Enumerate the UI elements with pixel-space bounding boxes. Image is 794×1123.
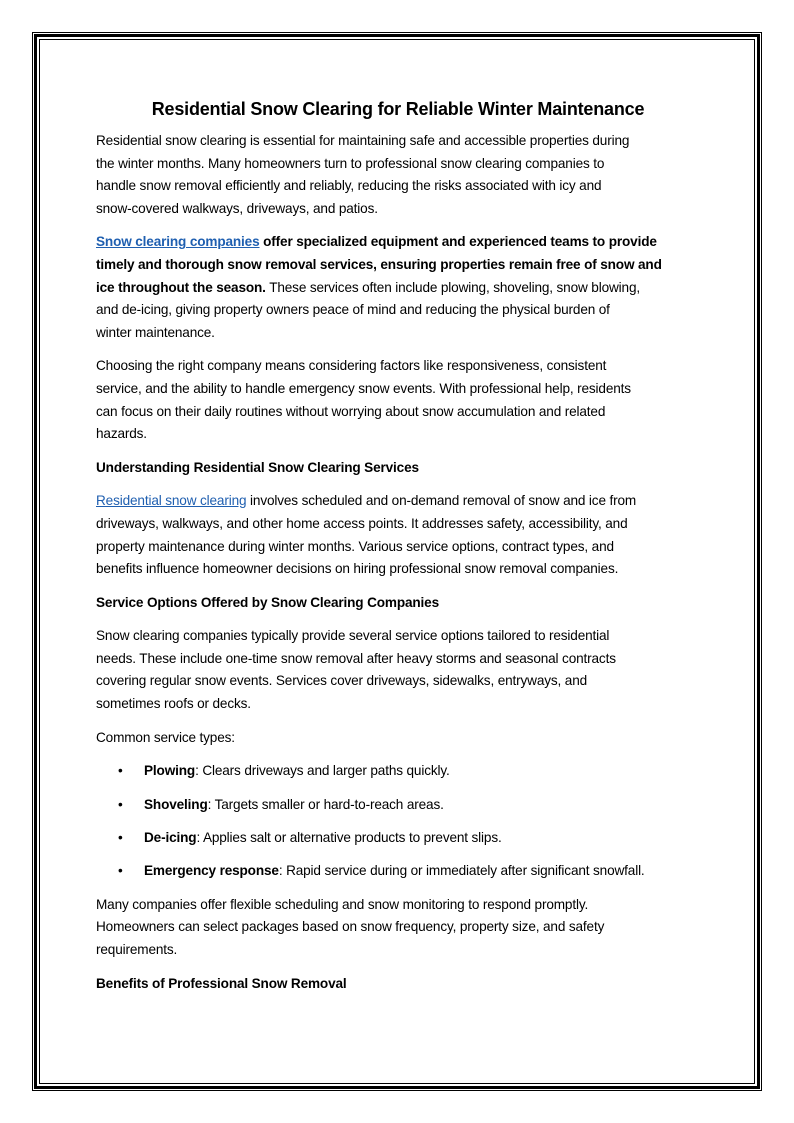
text-line: driveways, walkways, and other home access points. It addresses safety, accessibility, and bbox=[96, 515, 628, 531]
text-line: snow-covered walkways, driveways, and patios. bbox=[96, 200, 378, 216]
bold-text: offer specialized equipment and experienced teams to provide bbox=[259, 234, 657, 250]
section-heading-understanding bbox=[96, 457, 700, 480]
heading-text: Service Options Offered by Snow Clearing Companies bbox=[96, 594, 439, 610]
scheduling-paragraph bbox=[96, 894, 700, 962]
text-line bbox=[96, 231, 700, 254]
text-line: sometimes roofs or decks. bbox=[96, 696, 251, 712]
text-line: winter maintenance. bbox=[96, 324, 215, 340]
text-line: property maintenance during winter months. Various service options, contract types, and bbox=[96, 538, 614, 554]
list-item-term: Plowing bbox=[144, 763, 196, 779]
companies-paragraph bbox=[96, 231, 700, 344]
text-line: Many companies offer flexible scheduling and snow monitoring to respond promptly. bbox=[96, 896, 589, 912]
document-title: Residential Snow Clearing for Reliable Winter Maintenance bbox=[151, 99, 645, 119]
text-line: and de-icing, giving property owners peace of mind and reducing the physical burden of bbox=[96, 302, 610, 318]
section-heading-benefits bbox=[96, 973, 700, 996]
list-item-desc: : Clears driveways and larger paths quickly. bbox=[195, 763, 450, 779]
list-item-term: De-icing bbox=[144, 830, 197, 846]
list-intro bbox=[96, 727, 700, 750]
list-item bbox=[96, 760, 700, 783]
text-line: handle snow removal efficiently and reliably, reducing the risks associated with icy and bbox=[96, 178, 602, 194]
text-line bbox=[96, 490, 700, 513]
text-line: can focus on their daily routines without worrying about snow accumulation and related bbox=[96, 403, 606, 419]
text-line: Homeowners can select packages based on snow frequency, property size, and safety bbox=[96, 919, 605, 935]
choosing-paragraph bbox=[96, 355, 700, 445]
service-options-paragraph bbox=[96, 625, 700, 715]
text-line: Choosing the right company means considering factors like responsiveness, consistent bbox=[96, 358, 607, 374]
text-line bbox=[96, 277, 700, 300]
document-body bbox=[96, 96, 700, 1006]
list-item-desc: : Rapid service during or immediately after significant snowfall. bbox=[278, 863, 645, 879]
bullet-icon: • bbox=[118, 796, 123, 812]
list-item bbox=[96, 860, 700, 883]
text-line: hazards. bbox=[96, 426, 147, 442]
text-line: service, and the ability to handle emergency snow events. With professional help, residents bbox=[96, 380, 631, 396]
bullet-icon: • bbox=[118, 763, 123, 779]
residential-paragraph bbox=[96, 490, 700, 580]
list-item bbox=[96, 827, 700, 850]
heading-text: Benefits of Professional Snow Removal bbox=[96, 975, 347, 991]
text-line: covering regular snow events. Services cover driveways, sidewalks, entryways, and bbox=[96, 673, 588, 689]
text-line: Common service types: bbox=[96, 729, 235, 745]
bullet-icon: • bbox=[118, 863, 123, 879]
service-types-list bbox=[96, 760, 700, 883]
bullet-icon: • bbox=[118, 830, 123, 846]
normal-text: involves scheduled and on-demand removal of snow and ice from bbox=[246, 493, 637, 509]
text-line: timely and thorough snow removal services, ensuring properties remain free of snow and bbox=[96, 256, 662, 272]
intro-paragraph bbox=[96, 130, 700, 220]
list-item-term: Shoveling bbox=[144, 796, 208, 812]
section-heading-service-options bbox=[96, 592, 700, 615]
text-line: requirements. bbox=[96, 942, 178, 957]
text-line: needs. These include one-time snow removal after heavy storms and seasonal contracts bbox=[96, 650, 616, 666]
normal-text: These services often include plowing, shoveling, snow blowing, bbox=[265, 279, 640, 295]
text-line: Residential snow clearing is essential for maintaining safe and accessible properties during bbox=[96, 133, 630, 148]
residential-snow-clearing-link[interactable]: Residential snow clearing bbox=[96, 493, 247, 509]
text-line: benefits influence homeowner decisions on hiring professional snow removal companies. bbox=[96, 561, 619, 577]
bold-text: ice throughout the season. bbox=[96, 279, 266, 295]
list-item-desc: : Applies salt or alternative products to prevent slips. bbox=[196, 830, 502, 846]
list-item-term: Emergency response bbox=[144, 863, 279, 879]
text-line: the winter months. Many homeowners turn to professional snow clearing companies to bbox=[96, 155, 605, 171]
heading-text: Understanding Residential Snow Clearing Services bbox=[96, 459, 419, 475]
list-item-desc: : Targets smaller or hard-to-reach areas. bbox=[207, 796, 444, 812]
list-item bbox=[96, 794, 700, 817]
text-line: Snow clearing companies typically provide several service options tailored to residential bbox=[96, 628, 610, 644]
snow-clearing-companies-link[interactable]: Snow clearing companies bbox=[96, 234, 260, 250]
